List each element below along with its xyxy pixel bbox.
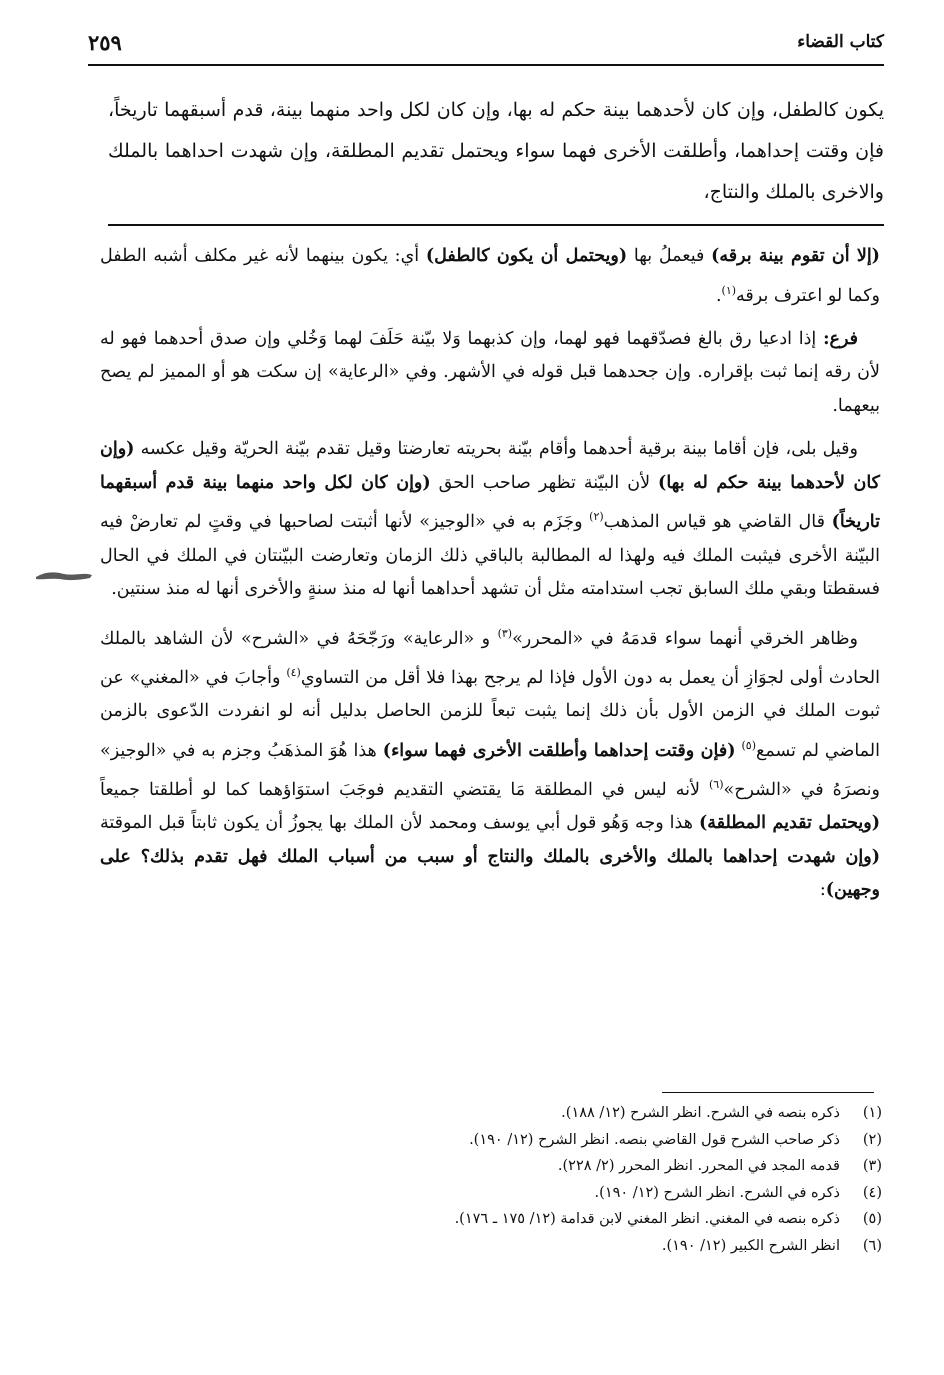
footnote-text: ذكر صاحب الشرح قول القاضي بنصه. انظر الشرح (١٢/ ١٩٠). bbox=[469, 1131, 840, 1148]
footnote-ref: (١) bbox=[721, 283, 737, 297]
commentary-run: أي: يكون بينهما لأنه غير مكلف أشبه الطفل وكما لو اعترف برقه bbox=[100, 246, 880, 306]
matn-divider bbox=[108, 224, 884, 226]
commentary-paragraph bbox=[100, 240, 880, 313]
ink-smudge-mark bbox=[34, 568, 94, 584]
commentary-paragraph bbox=[100, 433, 880, 606]
footnote-separator bbox=[662, 1092, 874, 1093]
footnote-ref: (٦) bbox=[709, 778, 724, 792]
footnote-text: ذكره بنصه في الشرح. انظر الشرح (١٢/ ١٨٨). bbox=[561, 1105, 840, 1121]
quoted-matn: (ويحتمل أن يكون كالطفل) bbox=[425, 246, 628, 266]
quoted-matn: (وإن شهدت إحداهما بالملك والأخرى بالملك والنتاج أو سبب من أسباب الملك فهل تقدم بذلك؟ على وجهين) bbox=[100, 846, 880, 901]
quoted-matn: (ويحتمل تقديم المطلقة) bbox=[698, 813, 880, 834]
footnote-item bbox=[102, 1206, 882, 1233]
matn-paragraph: يكون كالطفل، وإن كان لأحدهما بينة حكم له بها، وإن كان لكل واحد منهما بينة، قدم أسبقهما تاريخاً، فإن وقتت إحداهما، وأطلقت الأخرى فهما سواء ويحتمل تقديم المطلقة، وإن شهدت احداهما بالملك والاخرى بالملك والنتاج، bbox=[108, 99, 884, 203]
footnote-number: (٢) bbox=[862, 1131, 882, 1148]
book-title: كتاب القضاء bbox=[797, 32, 884, 52]
commentary-run: : bbox=[819, 880, 826, 901]
footnote-text: ذكره بنصه في المغني. انظر المغني لابن قدامة (١٢/ ١٧٥ ـ ١٧٦). bbox=[454, 1211, 840, 1227]
commentary-run: هذا هُوَ المذهَبُ وجزم به في «الوجيز» ونصرَهُ في «الشرح» bbox=[100, 740, 880, 800]
footnote-item bbox=[102, 1233, 882, 1260]
commentary-run: و «الرعاية» ورَجّحَهُ في «الشرح» لأن الشاهد بالملك الحادث أولى لجوَازِ أن يعمل به دون الأول فإذا لم يرجح بهذا فلا أقل من التساوي bbox=[100, 628, 880, 688]
footnote-number: (٦) bbox=[862, 1237, 882, 1254]
footnote-text: انظر الشرح الكبير (١٢/ ١٩٠). bbox=[661, 1237, 840, 1254]
footnote-item bbox=[102, 1127, 882, 1154]
footnote-number: (٤) bbox=[862, 1184, 882, 1201]
footnote-text: ذكره في الشرح. انظر الشرح (١٢/ ١٩٠). bbox=[594, 1184, 840, 1201]
commentary-run: قال القاضي هو قياس المذهب bbox=[603, 512, 832, 533]
footnote-ref: (٣) bbox=[497, 626, 513, 640]
footnote-number: (١) bbox=[862, 1105, 882, 1121]
quoted-matn: (إلا أن تقوم بينة برقه) bbox=[711, 246, 880, 266]
commentary-run: . bbox=[715, 285, 722, 306]
footnote-item bbox=[102, 1153, 882, 1180]
footnote-number: (٣) bbox=[862, 1158, 882, 1174]
footnote-item bbox=[102, 1180, 882, 1207]
quoted-matn: فرع: bbox=[823, 328, 858, 349]
commentary-run: هذا وجه وَهُو قول أبي يوسف ومحمد لأن الملك بها يجوزُ أن يكون ثابتاً قبل الموقتة bbox=[100, 813, 699, 834]
commentary-run: وأجابَ في «المغني» عن ثبوت الملك في الزمن الأول بأن ذلك إنما يثبت تبعاً للزمن الحاصل بدليل أنه لو انفردت الدّعوى بالزمن الماضي لم تسمع bbox=[100, 667, 880, 761]
footnote-text: قدمه المجد في المحرر. انظر المحرر (٢/ ٢٢٨). bbox=[557, 1158, 840, 1174]
footnote-item bbox=[102, 1100, 882, 1127]
footnotes bbox=[102, 1100, 882, 1259]
running-header bbox=[88, 30, 884, 66]
main-text bbox=[108, 90, 884, 213]
commentary-run: وظاهر الخرقي أنهما سواء قدمَهُ في «المحرر» bbox=[512, 628, 859, 649]
quoted-matn: (فإن وقتت إحداهما وأطلقت الأخرى فهما سواء) bbox=[382, 740, 736, 761]
commentary-run: إذا ادعيا رق بالغ فصدّقهما فهو لهما، وإن كذبهما وَلا بيّنة حَلَفَ لهما وَخُلي وإن صدق أحدهما فهو له لأن رقه إنما ثبت بإقراره. وإن جحدهما قبل قوله في الأشهر. وفي «الرعاية» إن سكت هو أو المميز لم يصح بيعهما. bbox=[100, 328, 880, 416]
quoted-matn: (وإن كان لأحدهما بينة حكم له بها) bbox=[100, 439, 880, 493]
footnote-ref: (٤) bbox=[286, 665, 301, 679]
quoted-matn: (وإن كان لكل واحد منهما بينة قدم أسبقهما تاريخاً) bbox=[100, 472, 880, 533]
commentary-run: فيعملُ بها bbox=[627, 246, 712, 266]
commentary-run: وقيل بلى، فإن أقاما بينة برقية أحدهما وأقام بيّنة بحريته تعارضتا وقيل تقدم بيّنة الحريّة وقيل عكسه bbox=[134, 439, 858, 460]
commentary-run: وجَزَم به في «الوجيز» لأنها أثبتت لصاحبها في وقتٍ لم تعارضْ فيه البيّنة الأخرى فيثبت الملك فيه ولهذا له المطالبة بالباقي ذلك الزمان وتعارضت البيّنتان في الملك في الحال فسقطتا وبقي ملك السابق تجب استدامته مثل أن تشهد أحداهما أنها له منذ سنةٍ والأخرى أنها له منذ سنتين. bbox=[100, 512, 880, 600]
commentary-paragraph bbox=[100, 617, 880, 908]
commentary-paragraph bbox=[100, 323, 880, 424]
commentary-run: لأنه ليس في المطلقة مَا يقتضي التقديم فوجَبَ استوَاؤهما كما لو أطلقتا جميعاً bbox=[100, 779, 709, 800]
commentary-text bbox=[100, 240, 880, 918]
footnote-ref: (٥) bbox=[741, 738, 757, 752]
page-number: ٢٥٩ bbox=[88, 30, 122, 55]
commentary-run: لأن البيّنة تظهر صاحب الحق bbox=[430, 472, 659, 493]
footnote-number: (٥) bbox=[862, 1211, 882, 1227]
footnote-ref: (٢) bbox=[589, 510, 604, 524]
